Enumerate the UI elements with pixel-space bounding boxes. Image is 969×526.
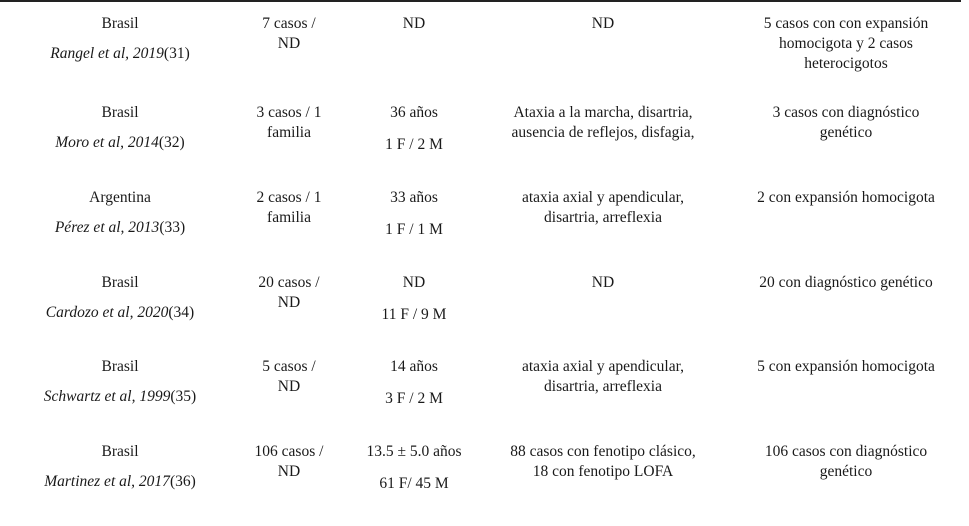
cases-line: 2 casos / 1 bbox=[256, 189, 322, 206]
age-sex-cell bbox=[352, 188, 476, 240]
table-row bbox=[0, 103, 969, 187]
age-sex-cell bbox=[352, 14, 476, 34]
country-reference-cell bbox=[0, 357, 240, 407]
country: Brasil bbox=[101, 358, 139, 375]
table-top-rule bbox=[0, 0, 961, 2]
reference bbox=[0, 472, 240, 492]
genetic-line: heterocigotos bbox=[804, 55, 888, 72]
cases-cell bbox=[226, 14, 352, 54]
reference-author: Schwartz et al, 1999 bbox=[43, 388, 171, 405]
country-reference-cell bbox=[0, 188, 240, 238]
genetic-cell bbox=[730, 357, 962, 377]
reference-number: (32) bbox=[158, 134, 185, 151]
clinical-line: ND bbox=[591, 15, 615, 32]
reference bbox=[0, 387, 240, 407]
genetic-cell bbox=[730, 14, 962, 74]
cases-line: 20 casos / bbox=[258, 274, 320, 291]
clinical-cell bbox=[476, 273, 730, 293]
genetic-line: 106 casos con diagnóstico bbox=[764, 443, 928, 460]
reference-number: (31) bbox=[163, 45, 190, 62]
clinical-line: ataxia axial y apendicular, bbox=[521, 358, 685, 375]
clinical-line: ataxia axial y apendicular, bbox=[521, 189, 685, 206]
genetic-cell bbox=[730, 103, 962, 143]
genetic-cell bbox=[730, 188, 962, 208]
age-sex-cell bbox=[352, 442, 476, 494]
sex-ratio: 11 F / 9 M bbox=[381, 306, 447, 323]
country: Brasil bbox=[101, 274, 139, 291]
reference bbox=[0, 133, 240, 153]
clinical-cell bbox=[476, 188, 730, 228]
sex-ratio: 61 F/ 45 M bbox=[379, 475, 449, 492]
age-sex-cell bbox=[352, 357, 476, 409]
reference bbox=[0, 218, 240, 238]
age: ND bbox=[402, 274, 426, 291]
genetic-line: 5 casos con con expansión bbox=[763, 15, 929, 32]
clinical-line: Ataxia a la marcha, disartria, bbox=[513, 104, 693, 121]
sex-ratio: 1 F / 1 M bbox=[385, 221, 443, 238]
reference bbox=[0, 44, 240, 64]
cases-line: 7 casos / bbox=[262, 15, 316, 32]
reference-author: Cardozo et al, 2020 bbox=[45, 304, 169, 321]
reference-author: Martinez et al, 2017 bbox=[44, 473, 170, 490]
cases-line: 106 casos / bbox=[254, 443, 324, 460]
age: 33 años bbox=[390, 189, 438, 206]
cases-cell bbox=[226, 442, 352, 482]
age-sex-cell bbox=[352, 103, 476, 155]
genetic-line: homocigota y 2 casos bbox=[779, 35, 913, 52]
cases-line: ND bbox=[277, 294, 301, 311]
genetic-line: 5 con expansión homocigota bbox=[757, 358, 935, 375]
reference-author: Moro et al, 2014 bbox=[55, 134, 159, 151]
reference-number: (36) bbox=[169, 473, 196, 490]
cases-line: ND bbox=[277, 35, 301, 52]
genetic-cell bbox=[730, 273, 962, 293]
table-row bbox=[0, 357, 969, 441]
country-reference-cell bbox=[0, 442, 240, 492]
age: ND bbox=[402, 15, 426, 32]
reference bbox=[0, 303, 240, 323]
cases-line: 5 casos / bbox=[262, 358, 316, 375]
age: 13.5 ± 5.0 años bbox=[366, 443, 462, 460]
age: 14 años bbox=[390, 358, 438, 375]
clinical-line: disartria, arreflexia bbox=[544, 378, 662, 395]
table-row bbox=[0, 442, 969, 526]
clinical-cell bbox=[476, 103, 730, 143]
clinical-cell bbox=[476, 14, 730, 34]
cases-cell bbox=[226, 273, 352, 313]
cases-cell bbox=[226, 103, 352, 143]
cases-line: ND bbox=[277, 378, 301, 395]
age-sex-cell bbox=[352, 273, 476, 325]
cases-line: familia bbox=[267, 209, 311, 226]
cases-line: familia bbox=[267, 124, 311, 141]
genetic-line: genético bbox=[819, 463, 873, 480]
clinical-line: 18 con fenotipo LOFA bbox=[532, 463, 674, 480]
reference-author: Rangel et al, 2019 bbox=[50, 45, 164, 62]
reference-number: (35) bbox=[170, 388, 197, 405]
genetic-line: 2 con expansión homocigota bbox=[757, 189, 935, 206]
clinical-cell bbox=[476, 357, 730, 397]
clinical-line: ausencia de reflejos, disfagia, bbox=[511, 124, 695, 141]
genetic-line: 3 casos con diagnóstico bbox=[772, 104, 920, 121]
country: Brasil bbox=[101, 104, 139, 121]
cases-line: 3 casos / 1 bbox=[256, 104, 322, 121]
clinical-line: ND bbox=[591, 274, 615, 291]
genetic-cell bbox=[730, 442, 962, 482]
age: 36 años bbox=[390, 104, 438, 121]
clinical-line: disartria, arreflexia bbox=[544, 209, 662, 226]
reference-number: (33) bbox=[159, 219, 186, 236]
genetic-line: genético bbox=[819, 124, 873, 141]
country-reference-cell bbox=[0, 273, 240, 323]
clinical-line: 88 casos con fenotipo clásico, bbox=[510, 443, 696, 460]
reference-author: Pérez et al, 2013 bbox=[54, 219, 160, 236]
cases-cell bbox=[226, 357, 352, 397]
genetic-line: 20 con diagnóstico genético bbox=[759, 274, 933, 291]
table-row bbox=[0, 14, 969, 98]
table-row bbox=[0, 273, 969, 357]
country: Brasil bbox=[101, 15, 139, 32]
sex-ratio: 3 F / 2 M bbox=[385, 390, 443, 407]
reference-number: (34) bbox=[168, 304, 195, 321]
clinical-cell bbox=[476, 442, 730, 482]
country: Brasil bbox=[101, 443, 139, 460]
cases-line: ND bbox=[277, 463, 301, 480]
country-reference-cell bbox=[0, 103, 240, 153]
country-reference-cell bbox=[0, 14, 240, 64]
sex-ratio: 1 F / 2 M bbox=[385, 136, 443, 153]
table-row bbox=[0, 188, 969, 272]
country: Argentina bbox=[89, 189, 151, 206]
cases-cell bbox=[226, 188, 352, 228]
